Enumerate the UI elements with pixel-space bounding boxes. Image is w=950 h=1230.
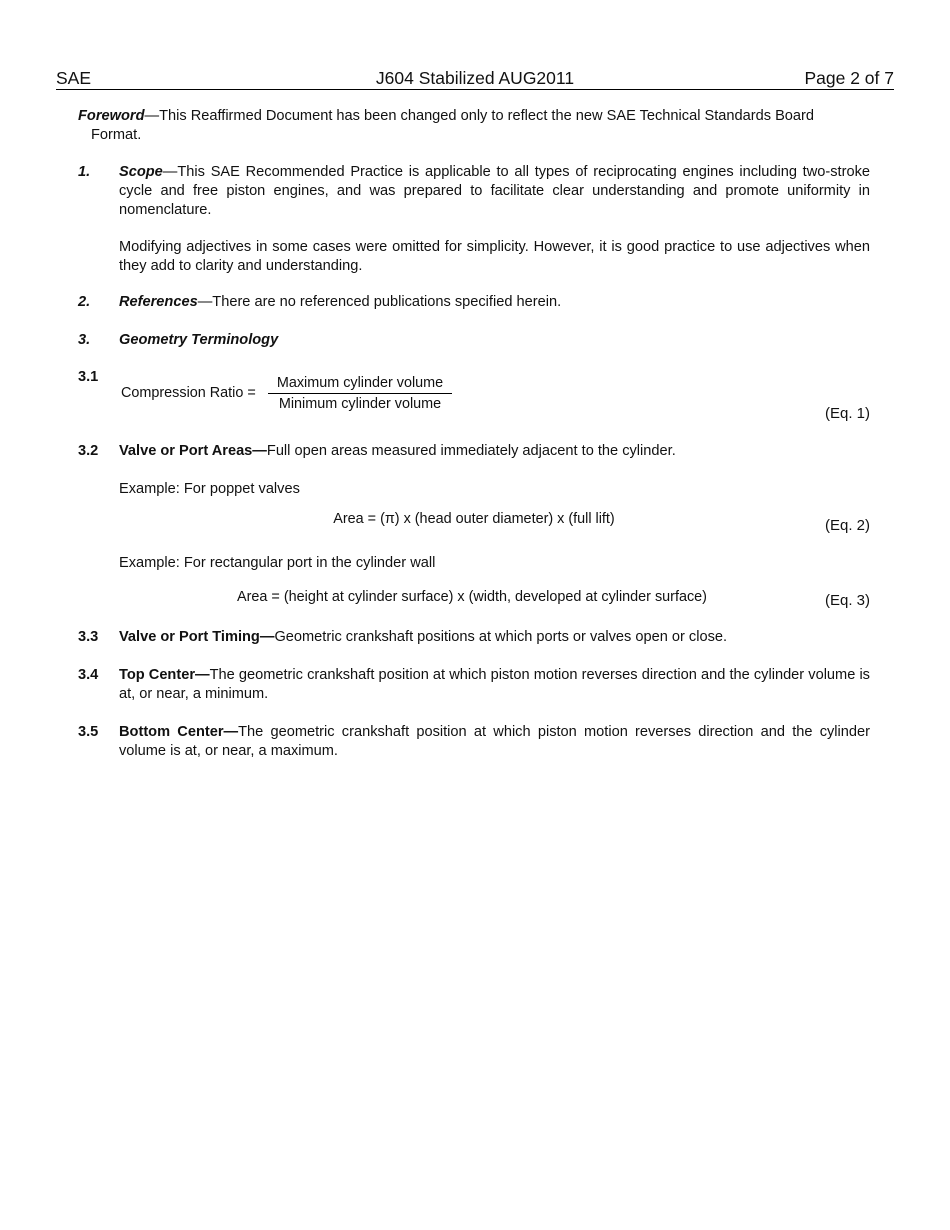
section-3-1-number: 3.1 (78, 369, 99, 385)
section-3-3-text: Geometric crankshaft positions at which ports or valves open or close. (274, 629, 728, 645)
section-1-term: Scope (119, 164, 163, 180)
section-2-text: —There are no referenced publications specified herein. (197, 294, 562, 310)
section-2-paragraph (119, 293, 870, 312)
fraction-numerator: Maximum cylinder volume (268, 375, 452, 394)
section-3-3-number: 3.3 (78, 629, 99, 645)
section-3-title: Geometry Terminology (119, 332, 279, 348)
foreword-text-cont: Format. (91, 127, 142, 143)
fraction-denominator: Minimum cylinder volume (278, 396, 442, 412)
compression-ratio-lhs: Compression Ratio = (121, 385, 256, 401)
page-header (56, 67, 894, 90)
section-1-paragraph (119, 163, 870, 220)
section-3-2-paragraph (119, 442, 870, 461)
section-1-paragraph-2: Modifying adjectives in some cases were omitted for simplicity. However, it is good practice to use adjectives when they add to clarity and understanding. (119, 239, 870, 274)
header-org: SAE (56, 68, 92, 88)
section-2-number: 2. (78, 294, 91, 310)
section-3-2-term: Valve or Port Areas— (119, 443, 267, 459)
section-3-2-text: Full open areas measured immediately adjacent to the cylinder. (266, 443, 676, 459)
section-1-text: —This SAE Recommended Practice is applicable to all types of reciprocating engines including two-stroke cycle and free piston engines, and was prepared to facilitate clear understanding and promote uniformity in nomenclature. (119, 164, 870, 218)
section-3-5-paragraph (119, 723, 870, 761)
section-3-3-paragraph (119, 628, 870, 647)
example-poppet-valves: Example: For poppet valves (119, 481, 300, 497)
foreword-paragraph (78, 107, 870, 126)
foreword-text: —This Reaffirmed Document has been changed only to reflect the new SAE Technical Standards Board (144, 108, 815, 124)
header-page-number: Page 2 of 7 (804, 68, 894, 88)
eq-1-label: (Eq. 1) (824, 405, 870, 422)
eq-2-formula: Area = (π) x (head outer diameter) x (full lift) (333, 511, 615, 527)
section-3-4-number: 3.4 (78, 667, 99, 683)
section-2-term: References (119, 294, 198, 310)
section-3-5-number: 3.5 (78, 724, 99, 740)
example-rectangular-port: Example: For rectangular port in the cylinder wall (119, 555, 436, 571)
header-doc-id: J604 Stabilized AUG2011 (375, 68, 575, 88)
compression-ratio-fraction (268, 375, 452, 412)
section-1-number: 1. (78, 164, 91, 180)
section-3-4-paragraph (119, 666, 870, 704)
section-3-number: 3. (78, 332, 91, 348)
section-3-3-term: Valve or Port Timing— (119, 629, 275, 645)
eq-3-formula: Area = (height at cylinder surface) x (width, developed at cylinder surface) (237, 589, 707, 605)
section-3-5-term: Bottom Center— (119, 724, 239, 740)
foreword-term: Foreword (78, 108, 145, 124)
section-3-2-number: 3.2 (78, 443, 99, 459)
section-3-4-term: Top Center— (119, 667, 210, 683)
section-3-4-text: The geometric crankshaft position at which piston motion reverses direction and the cylinder volume is at, or near, a minimum. (119, 667, 870, 702)
eq-2-label: (Eq. 2) (824, 517, 870, 534)
eq-3-label: (Eq. 3) (824, 592, 870, 609)
section-3-5-text: The geometric crankshaft position at which piston motion reverses direction and the cylinder volume is at, or near, a maximum. (119, 724, 870, 759)
